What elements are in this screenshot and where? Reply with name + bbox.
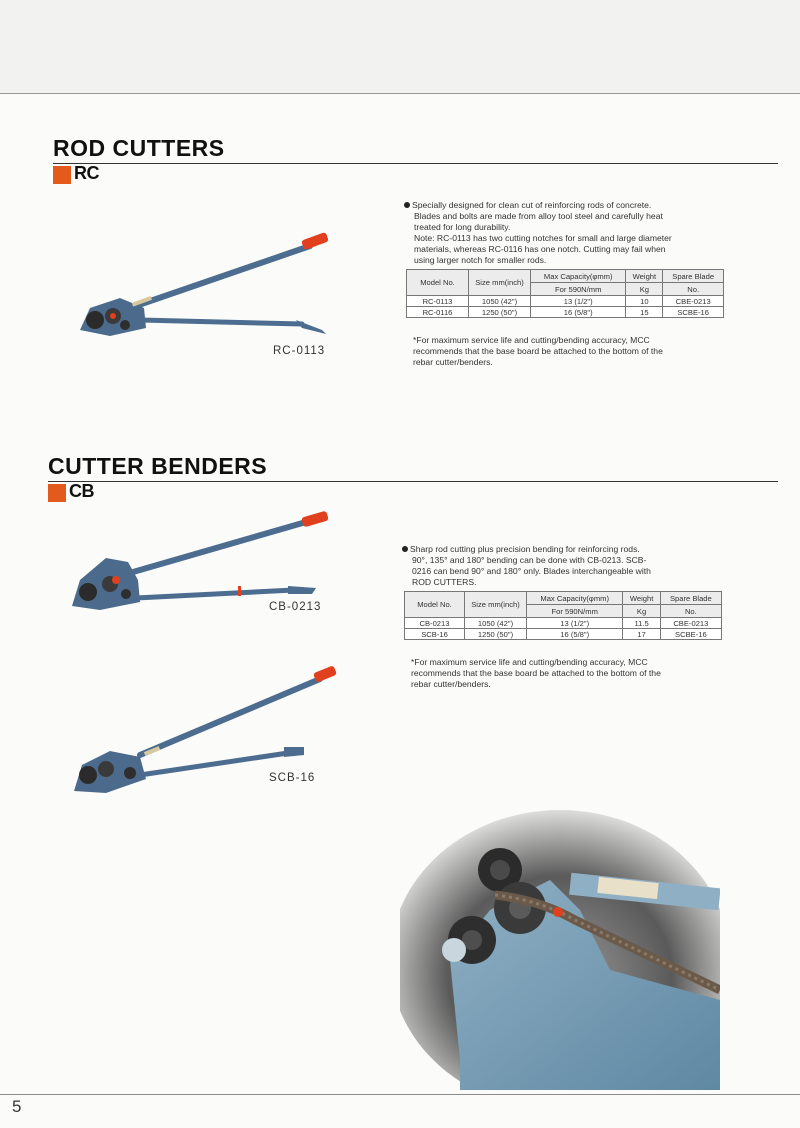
cell-weight: 17	[623, 629, 660, 640]
th-capacity-unit: For 590N/mm	[531, 283, 626, 296]
th-blade-unit: No.	[663, 283, 724, 296]
cell-size: 1050 (42")	[465, 618, 527, 629]
cb-note-line: *For maximum service life and cutting/bending accuracy, MCC	[411, 657, 648, 667]
rc-desc-line: Note: RC-0113 has two cutting notches for small and large diameter	[414, 233, 672, 243]
th-weight: Weight	[626, 270, 663, 283]
cell-blade: SCBE-16	[660, 629, 721, 640]
th-size: Size mm(inch)	[465, 592, 527, 618]
cell-size: 1250 (50")	[465, 629, 527, 640]
th-capacity: Max Capacity(φmm)	[527, 592, 623, 605]
rod-cutters-title: ROD CUTTERS	[53, 135, 225, 161]
th-weight-unit: Kg	[626, 283, 663, 296]
cb-code-label: CB	[69, 481, 94, 501]
rod-cutters-rule	[53, 163, 778, 164]
bullet-icon	[404, 202, 410, 208]
cb-note-line: rebar cutter/benders.	[411, 679, 491, 689]
rc-note-line: rebar cutter/benders.	[413, 357, 493, 367]
cell-capacity: 13 (1/2")	[531, 296, 626, 307]
cb-desc-line: 90°, 135° and 180° bending can be done with CB-0213. SCB-	[412, 555, 647, 565]
rc-desc-line: treated for long durability.	[414, 222, 511, 232]
table-row	[405, 629, 722, 640]
cell-size: 1250 (50")	[469, 307, 531, 318]
cell-capacity: 16 (5/8")	[531, 307, 626, 318]
cell-model: CB-0213	[405, 618, 465, 629]
cb-desc-line: 0216 can bend 90° and 180° only. Blades interchangeable with	[412, 566, 651, 576]
th-capacity-unit: For 590N/mm	[527, 605, 623, 618]
bullet-icon	[402, 546, 408, 552]
th-capacity: Max Capacity(φmm)	[531, 270, 626, 283]
cell-blade: CBE-0213	[660, 618, 721, 629]
rc-note-line: *For maximum service life and cutting/bending accuracy, MCC	[413, 335, 650, 345]
th-size: Size mm(inch)	[469, 270, 531, 296]
cutter-benders-title: CUTTER BENDERS	[48, 453, 268, 479]
scb16-model-caption: SCB-16	[269, 772, 316, 784]
cell-model: SCB-16	[405, 629, 465, 640]
cutter-benders-rule	[48, 481, 778, 482]
rc-note-line: recommends that the base board be attached to the bottom of the	[413, 346, 663, 356]
cell-weight: 11.5	[623, 618, 660, 629]
cell-weight: 10	[626, 296, 663, 307]
cell-model: RC-0116	[407, 307, 469, 318]
cell-size: 1050 (42")	[469, 296, 531, 307]
cell-blade: SCBE-16	[663, 307, 724, 318]
rc-spec-table	[406, 269, 724, 318]
cb-desc-line: ROD CUTTERS.	[412, 577, 477, 587]
cb-note	[411, 657, 741, 690]
cb-note-line: recommends that the base board be attached to the bottom of the	[411, 668, 661, 678]
table-row	[405, 618, 722, 629]
th-weight: Weight	[623, 592, 660, 605]
th-model: Model No.	[407, 270, 469, 296]
rc-model-caption: RC-0113	[273, 345, 326, 357]
cell-blade: CBE-0213	[663, 296, 724, 307]
cell-weight: 15	[626, 307, 663, 318]
cb-spec-table	[404, 591, 722, 640]
header-divider	[0, 93, 800, 94]
cb0213-model-caption: CB-0213	[269, 601, 322, 613]
cb-desc-line: Sharp rod cutting plus precision bending for reinforcing rods.	[410, 544, 640, 554]
table-row	[407, 307, 724, 318]
footer-divider	[0, 1094, 800, 1095]
page-number: 5	[12, 1097, 22, 1116]
rc-desc-line: Specially designed for clean cut of reinforcing rods of concrete.	[412, 200, 652, 210]
th-blade-unit: No.	[660, 605, 721, 618]
cell-capacity: 13 (1/2")	[527, 618, 623, 629]
cb-code-marker	[48, 484, 66, 502]
rc-desc-line: using larger notch for smaller rods.	[414, 255, 547, 265]
cell-model: RC-0113	[407, 296, 469, 307]
rc-code-marker	[53, 166, 71, 184]
cell-capacity: 16 (5/8")	[527, 629, 623, 640]
rc-code-label: RC	[74, 163, 99, 183]
cutter-bender-scb16-image	[70, 665, 350, 805]
rc-desc-line: Blades and bolts are made from alloy tool steel and carefully heat	[414, 211, 663, 221]
th-weight-unit: Kg	[623, 605, 660, 618]
rc-desc-line: materials, whereas RC-0116 has one notch. Cutting may fail when	[414, 244, 666, 254]
cb-description	[402, 544, 742, 588]
th-blade: Spare Blade	[660, 592, 721, 605]
th-blade: Spare Blade	[663, 270, 724, 283]
bender-closeup-photo	[400, 800, 720, 1090]
rc-note	[413, 335, 743, 368]
th-model: Model No.	[405, 592, 465, 618]
page-header-band	[0, 0, 800, 93]
table-row	[407, 296, 724, 307]
rc-description	[404, 200, 744, 266]
rod-cutter-image	[70, 228, 340, 348]
